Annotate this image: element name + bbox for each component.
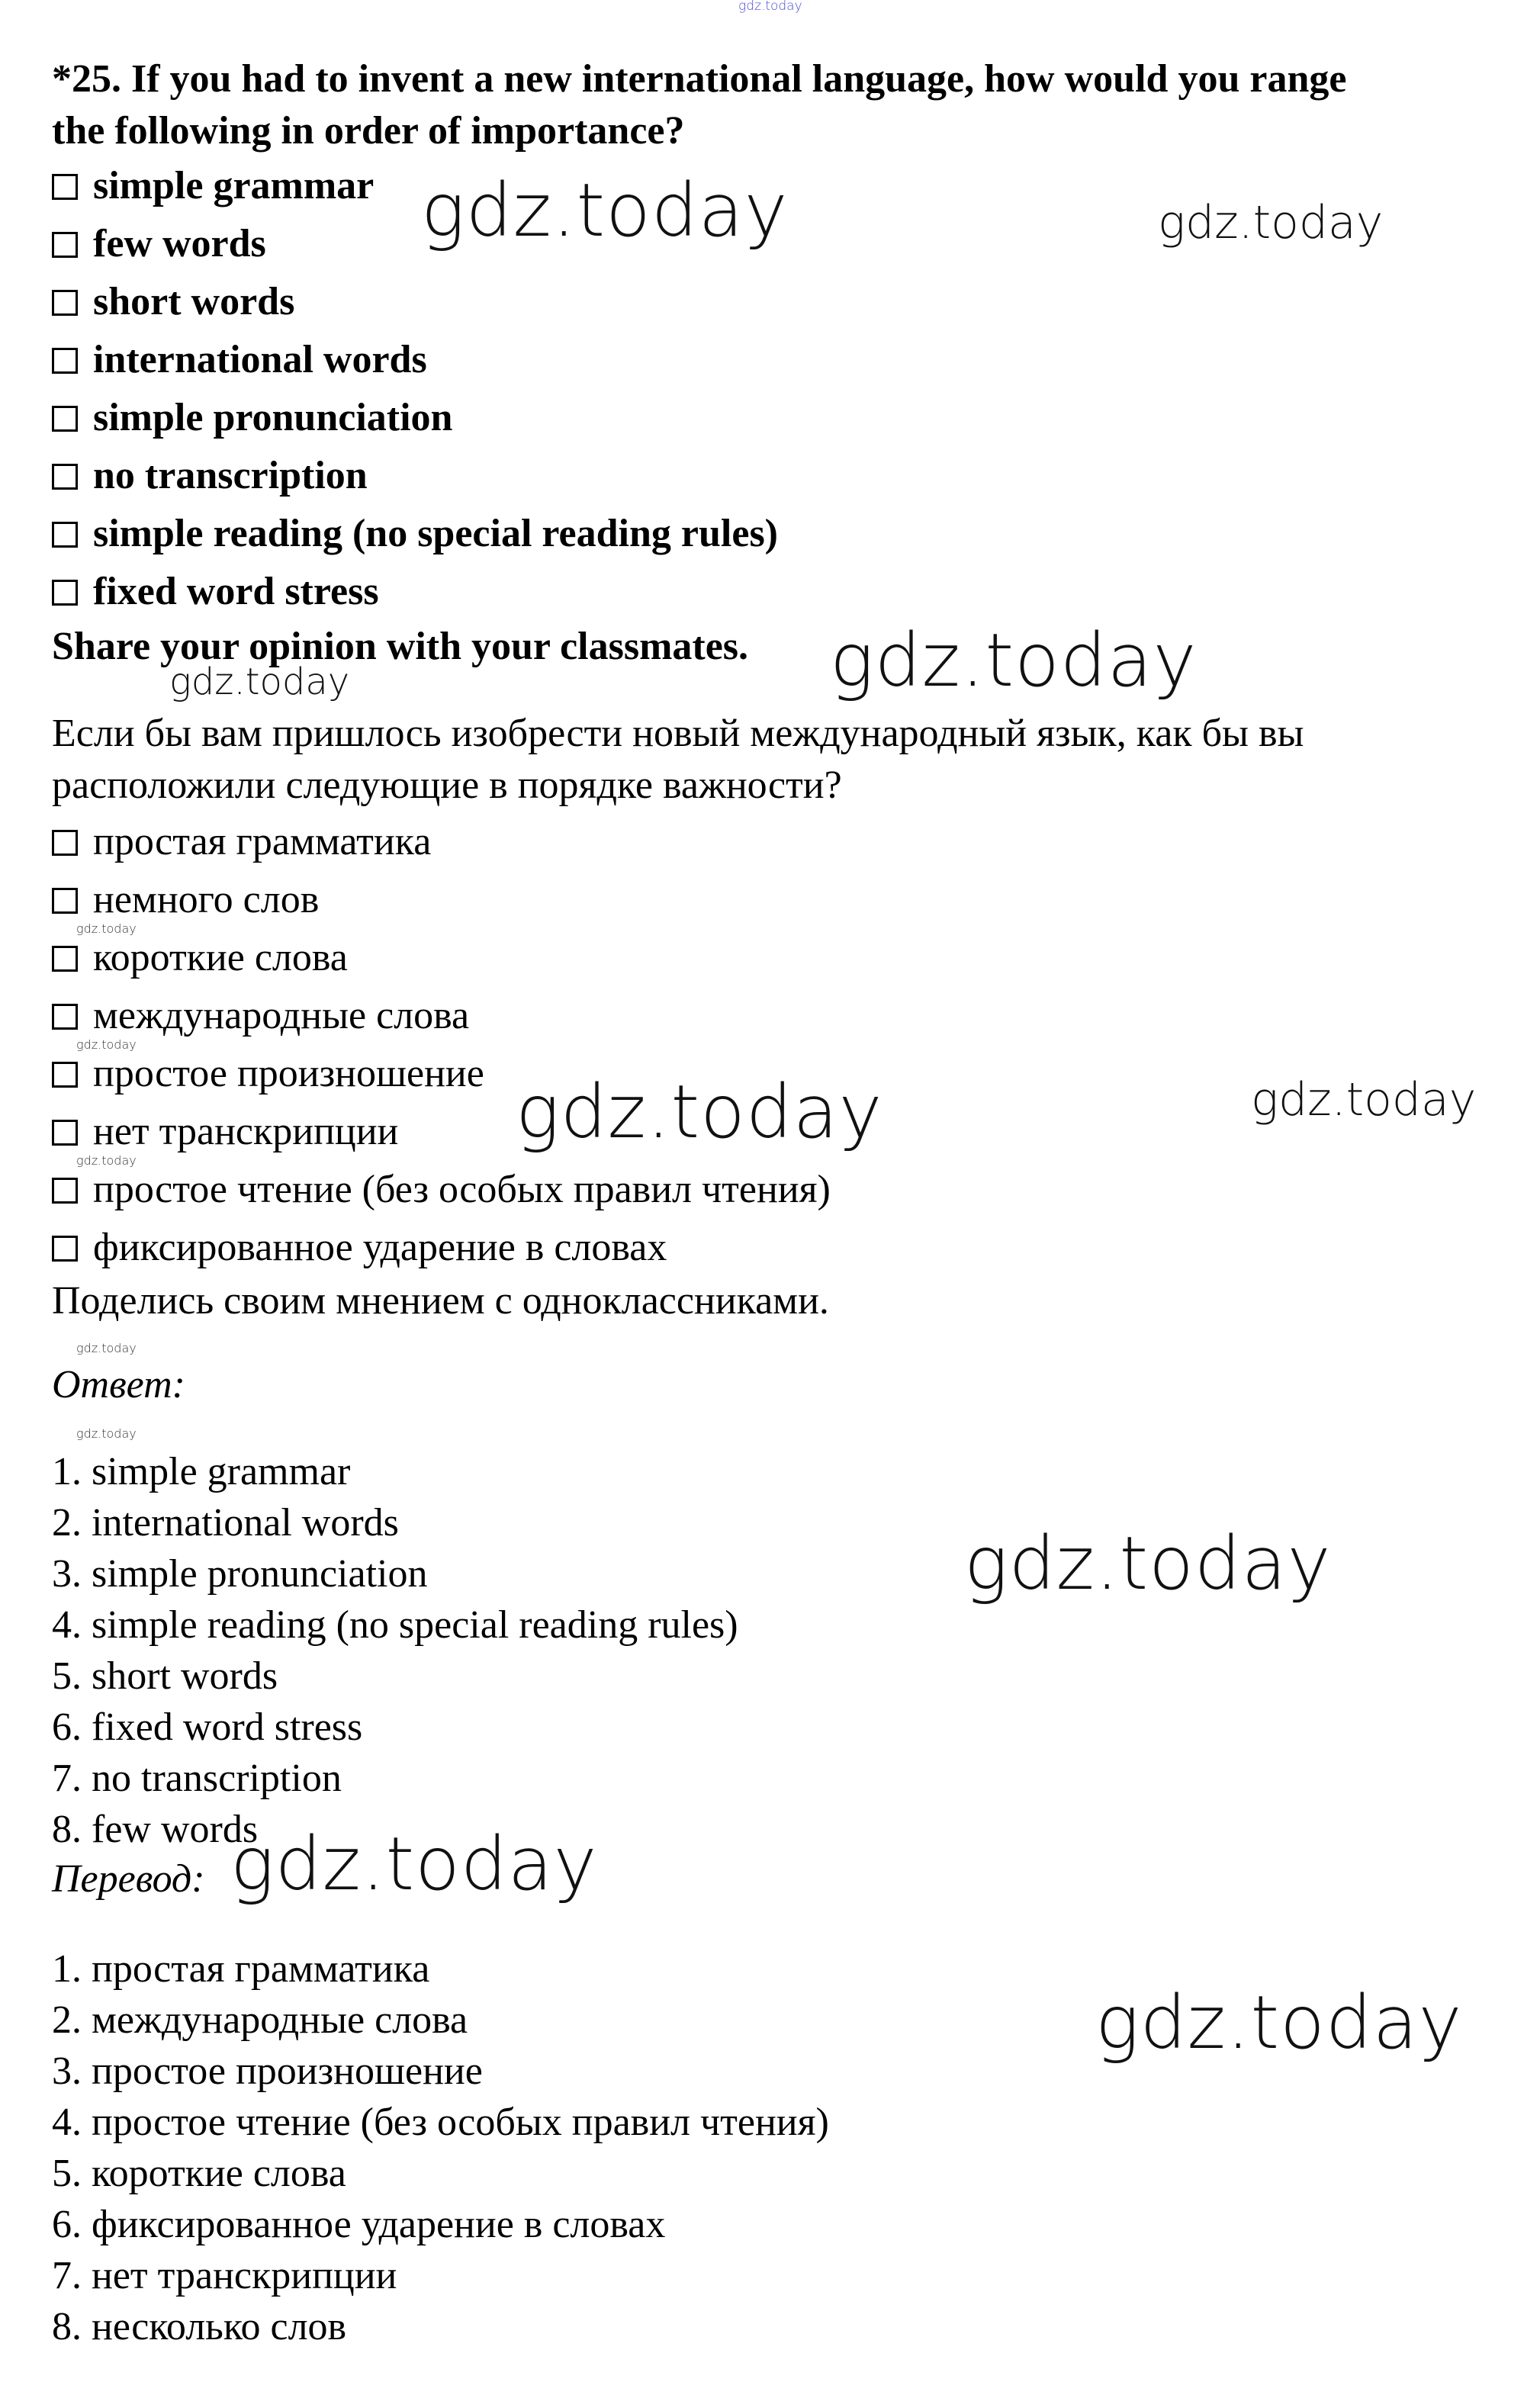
share-instruction: Share your opinion with your classmates. xyxy=(52,625,749,668)
translation-item: 8. несколько слов xyxy=(52,2305,347,2348)
option-en: few words xyxy=(52,224,266,264)
answer-item: 1. simple grammar xyxy=(52,1450,351,1493)
answer-item: 2. international words xyxy=(52,1501,399,1545)
option-en: simple grammar xyxy=(52,166,374,206)
watermark: gdz.today xyxy=(516,1069,883,1155)
task-heading-continued: the following in order of importance? xyxy=(52,109,685,153)
checkbox[interactable] xyxy=(52,830,78,856)
answer-label: Ответ: xyxy=(52,1363,185,1406)
task-heading: *25. If you had to invent a new international language, how would you range xyxy=(52,57,1347,101)
watermark: gdz.today xyxy=(76,1153,137,1168)
watermark-top: gdz.today xyxy=(738,0,802,14)
option-ru: простое произношение xyxy=(52,1054,484,1094)
ru-intro-line-2: расположили следующие в порядке важности? xyxy=(52,763,842,807)
answer-item: 7. no transcription xyxy=(52,1757,342,1800)
option-ru: фиксированное ударение в словах xyxy=(52,1228,667,1268)
option-en: fixed word stress xyxy=(52,572,379,612)
watermark: gdz.today xyxy=(421,168,789,253)
answer-item: 8. few words xyxy=(52,1808,259,1851)
checkbox[interactable] xyxy=(52,1236,78,1262)
watermark: gdz.today xyxy=(76,1341,137,1355)
translation-item: 7. нет транскрипции xyxy=(52,2254,397,2297)
watermark: gdz.today xyxy=(76,1037,137,1052)
option-ru: короткие слова xyxy=(52,938,348,978)
watermark: gdz.today xyxy=(169,661,350,703)
translation-label: Перевод: xyxy=(52,1857,205,1901)
translation-item: 2. международные слова xyxy=(52,1998,468,2042)
option-en: simple pronunciation xyxy=(52,398,452,438)
answer-item: 5. short words xyxy=(52,1654,278,1698)
checkbox[interactable] xyxy=(52,1062,78,1088)
watermark: gdz.today xyxy=(1251,1073,1477,1127)
checkbox[interactable] xyxy=(52,1120,78,1146)
option-en: short words xyxy=(52,282,294,322)
checkbox[interactable] xyxy=(52,946,78,972)
ru-intro-line-1: Если бы вам пришлось изобрести новый международный язык, как бы вы xyxy=(52,712,1304,755)
option-ru: международные слова xyxy=(52,996,469,1036)
checkbox[interactable] xyxy=(52,522,78,548)
checkbox[interactable] xyxy=(52,232,78,258)
option-en: no transcription xyxy=(52,456,368,496)
checkbox[interactable] xyxy=(52,406,78,432)
checkbox[interactable] xyxy=(52,464,78,490)
checkbox[interactable] xyxy=(52,1178,78,1204)
translation-item: 5. короткие слова xyxy=(52,2152,346,2195)
option-en: international words xyxy=(52,340,427,380)
translation-item: 3. простое произношение xyxy=(52,2049,483,2093)
answer-item: 6. fixed word stress xyxy=(52,1705,363,1749)
checkbox[interactable] xyxy=(52,348,78,374)
checkbox[interactable] xyxy=(52,174,78,200)
ru-share-instruction: Поделись своим мнением с одноклассниками. xyxy=(52,1279,829,1323)
translation-item: 4. простое чтение (без особых правил чтения) xyxy=(52,2101,829,2144)
watermark: gdz.today xyxy=(230,1821,598,1907)
answer-item: 3. simple pronunciation xyxy=(52,1552,428,1596)
option-ru: простое чтение (без особых правил чтения) xyxy=(52,1170,831,1210)
checkbox[interactable] xyxy=(52,1004,78,1030)
watermark: gdz.today xyxy=(964,1521,1332,1606)
watermark: gdz.today xyxy=(1158,196,1384,249)
option-ru: немного слов xyxy=(52,880,319,920)
option-ru: простая грамматика xyxy=(52,822,431,862)
translation-item: 6. фиксированное ударение в словах xyxy=(52,2203,666,2246)
watermark: gdz.today xyxy=(76,921,137,936)
checkbox[interactable] xyxy=(52,888,78,914)
option-en: simple reading (no special reading rules) xyxy=(52,514,778,554)
option-ru: нет транскрипции xyxy=(52,1112,398,1152)
watermark: gdz.today xyxy=(1095,1980,1463,2065)
translation-item: 1. простая грамматика xyxy=(52,1947,430,1991)
checkbox[interactable] xyxy=(52,580,78,606)
watermark: gdz.today xyxy=(76,1426,137,1441)
checkbox[interactable] xyxy=(52,290,78,316)
answer-item: 4. simple reading (no special reading rules) xyxy=(52,1603,738,1647)
watermark: gdz.today xyxy=(830,618,1198,703)
